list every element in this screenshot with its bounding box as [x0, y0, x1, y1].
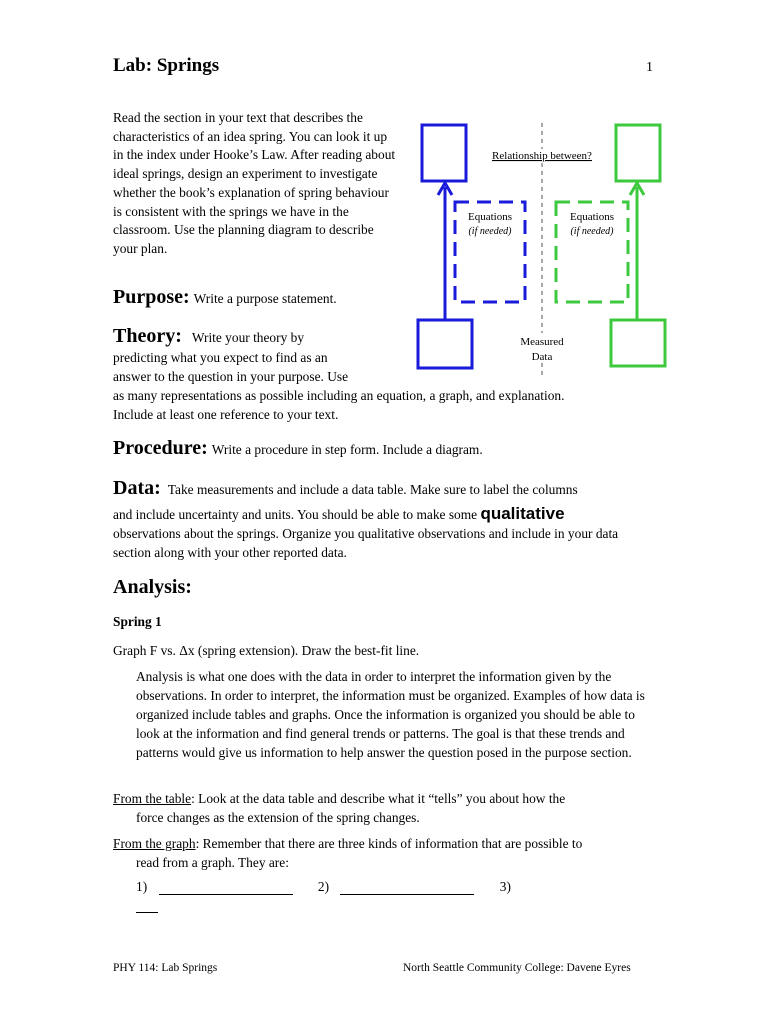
- page-title: Lab: Springs: [113, 55, 220, 76]
- data-heading: Data:: [113, 477, 161, 499]
- blank-line-1[interactable]: [159, 880, 293, 895]
- procedure-section: [113, 437, 483, 460]
- data-line-3: observations about the springs. Organize you qualitative observations and include in your data section along with your other reported data.: [113, 526, 619, 560]
- purpose-heading: Purpose:: [113, 286, 190, 308]
- from-graph-label: From the graph: [113, 836, 196, 851]
- theory-line-1: Write your theory by: [191, 330, 305, 345]
- from-table-text-1: : Look at the data table and describe what it “tells” you about how the: [191, 791, 566, 806]
- theory-line-2: predicting what you expect to find as an: [113, 350, 328, 365]
- qualitative-word: qualitative: [480, 504, 565, 523]
- theory-heading: Theory:: [113, 325, 182, 347]
- measured-label: Measured: [520, 336, 564, 348]
- purpose-text: Write a purpose statement.: [193, 291, 337, 306]
- blank-item-1-label: 1): [136, 879, 148, 894]
- right-equation-label: Equations: [570, 211, 614, 223]
- right-equation-note: (if needed): [570, 226, 614, 237]
- page-number: 1: [646, 60, 653, 75]
- spring-1-heading: Spring 1: [113, 614, 162, 629]
- from-graph-text-2: read from a graph. They are:: [136, 855, 289, 870]
- intro-paragraph: Read the section in your text that describes the characteristics of an idea spring. You can look it up in the index under Hooke’s Law. After reading about ideal springs, design an experiment to investigate whether the book’s explanation of spring behaviour is consistent with the springs we have in the classroom. Use the planning diagram to describe your plan.: [113, 110, 396, 256]
- left-equation-note: (if needed): [468, 226, 512, 237]
- data-section: [113, 477, 658, 562]
- blank-item-3-label: 3): [499, 879, 511, 894]
- blank-line-3[interactable]: [136, 898, 158, 913]
- blank-item-2-label: 2): [317, 879, 330, 894]
- purpose-section: [113, 286, 337, 309]
- footer-right: North Seattle Community College: Davene Eyres: [403, 962, 631, 974]
- graph-info-blanks: [136, 879, 511, 895]
- data-line-2: and include uncertainty and units. You should be able to make some: [113, 507, 478, 522]
- relationship-label: Relationship between?: [492, 150, 592, 162]
- theory-line-4: as many representations as possible including an equation, a graph, and explanation.: [113, 388, 565, 403]
- right-top-box: [616, 125, 660, 181]
- from-graph-text-1: : Remember that there are three kinds of information that are possible to: [195, 836, 583, 851]
- procedure-text: Write a procedure in step form. Include a diagram.: [211, 442, 483, 457]
- footer-left: PHY 114: Lab Springs: [113, 962, 218, 974]
- from-table-paragraph: [113, 789, 653, 827]
- data-line-1: Take measurements and include a data table. Make sure to label the columns: [167, 482, 578, 497]
- data-label: Data: [531, 351, 553, 363]
- theory-line-3: answer to the question in your purpose. Use: [113, 369, 349, 384]
- left-top-box: [422, 125, 466, 181]
- from-graph-paragraph: [113, 834, 658, 872]
- analysis-heading: Analysis:: [113, 576, 192, 598]
- blank-line-2[interactable]: [340, 880, 474, 895]
- from-table-label: From the table: [113, 791, 192, 806]
- theory-section: [113, 325, 653, 424]
- procedure-heading: Procedure:: [113, 437, 208, 459]
- theory-line-5: Include at least one reference to your text.: [113, 407, 339, 422]
- left-equation-label: Equations: [468, 211, 512, 223]
- graph-instruction: Graph F vs. Δx (spring extension). Draw the best-fit line.: [113, 643, 420, 658]
- from-table-text-2: force changes as the extension of the spring changes.: [136, 810, 420, 825]
- analysis-paragraph: Analysis is what one does with the data in order to interpret the information given by the observations. In order to interpret, the information must be organized. Examples of how data is organized include tables and graphs. Once the information is organized you should be able to look at the information and find general trends or patterns. The goal is that these trends and patterns would give us information to help answer the question posed in the purpose section.: [136, 669, 645, 760]
